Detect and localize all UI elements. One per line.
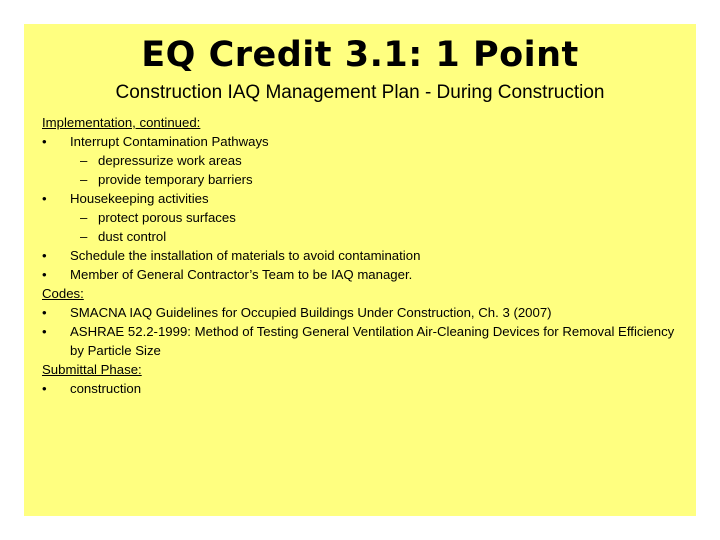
implementation-subitem <box>42 170 682 189</box>
dash-icon: – <box>80 229 88 244</box>
codes-heading: Codes: <box>42 286 84 301</box>
bullet-icon: • <box>42 191 47 206</box>
implementation-subitem <box>42 208 682 227</box>
codes-item <box>42 303 682 322</box>
implementation-item <box>42 132 682 151</box>
bullet-icon: • <box>42 248 47 263</box>
implementation-heading: Implementation, continued: <box>42 115 201 130</box>
bullet-icon: • <box>42 267 47 282</box>
bullet-icon: • <box>42 305 47 320</box>
codes-item <box>42 322 682 360</box>
implementation-item <box>42 246 682 265</box>
submittal-heading: Submittal Phase: <box>42 362 142 377</box>
slide-title: EQ Credit 3.1: 1 Point <box>141 35 579 75</box>
slide-subtitle: Construction IAQ Management Plan - During Construction <box>115 82 605 103</box>
submittal-item-text: construction <box>70 381 142 396</box>
implementation-item <box>42 265 682 284</box>
slide-content <box>42 113 682 398</box>
implementation-item-text: Housekeeping activities <box>70 191 209 206</box>
implementation-subitem-text: protect porous surfaces <box>98 210 236 225</box>
dash-icon: – <box>80 172 88 187</box>
implementation-subitem <box>42 227 682 246</box>
codes-item-text: SMACNA IAQ Guidelines for Occupied Buildings Under Construction, Ch. 3 (2007) <box>70 305 552 320</box>
bullet-icon: • <box>42 324 47 339</box>
codes-item-text: ASHRAE 52.2-1999: Method of Testing General Ventilation Air-Cleaning Devices for Removal Efficiency by Particle Size <box>70 324 675 358</box>
implementation-subitem-text: depressurize work areas <box>98 153 242 168</box>
dash-icon: – <box>80 210 88 225</box>
implementation-item <box>42 189 682 208</box>
implementation-item-text: Member of General Contractor’s Team to be IAQ manager. <box>70 267 413 282</box>
implementation-subitem-text: provide temporary barriers <box>98 172 253 187</box>
implementation-item-text: Schedule the installation of materials to avoid contamination <box>70 248 421 263</box>
bullet-icon: • <box>42 381 47 396</box>
submittal-item <box>42 379 682 398</box>
dash-icon: – <box>80 153 88 168</box>
bullet-icon: • <box>42 134 47 149</box>
implementation-subitem-text: dust control <box>98 229 167 244</box>
implementation-subitem <box>42 151 682 170</box>
implementation-item-text: Interrupt Contamination Pathways <box>70 134 269 149</box>
slide <box>24 24 696 516</box>
